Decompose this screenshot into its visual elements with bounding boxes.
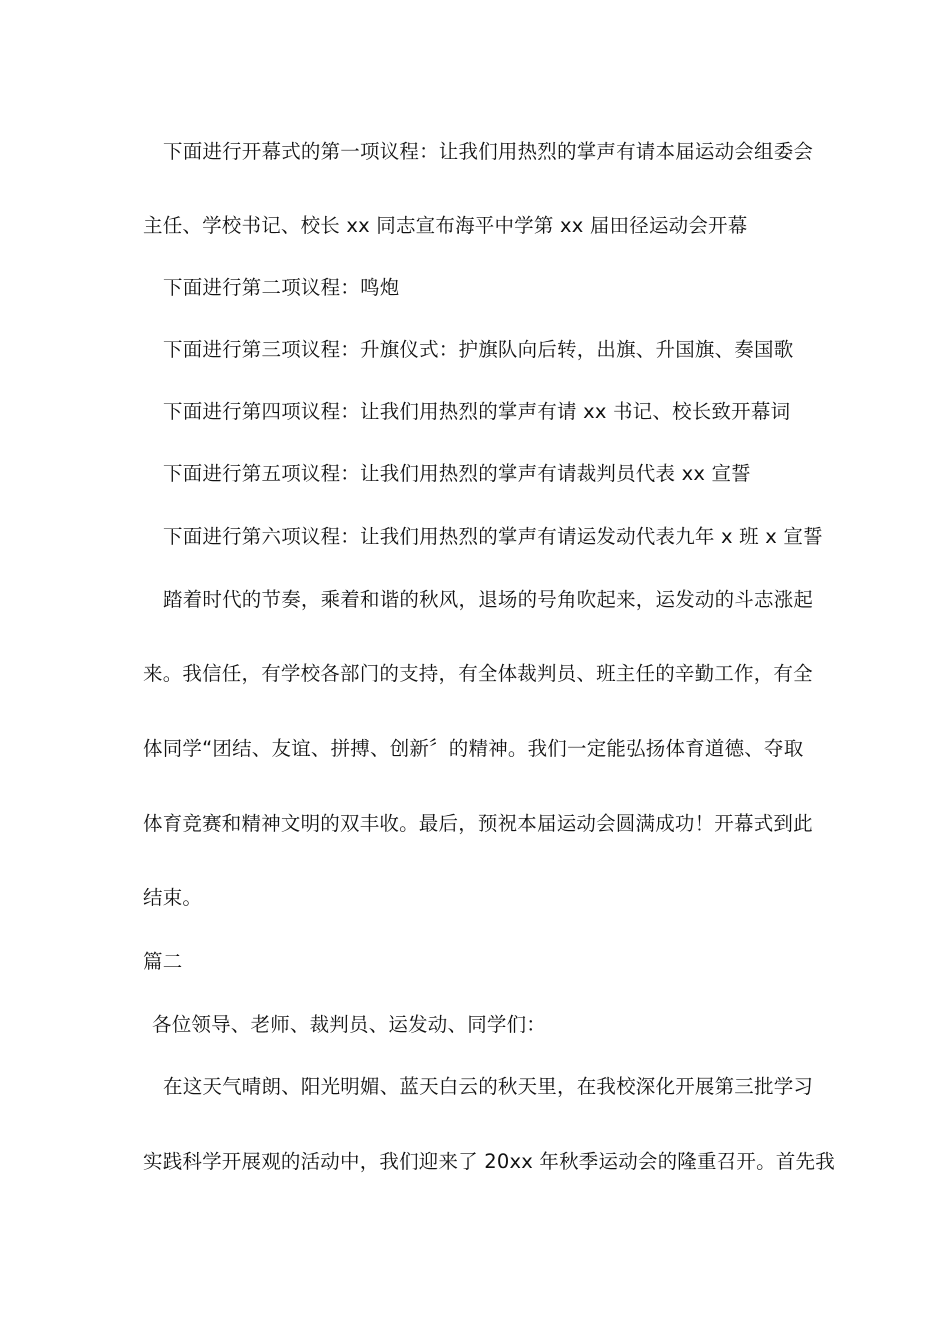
paragraph-line: 下面进行第二项议程：鸣炮	[163, 276, 400, 299]
paragraph-line: 体同学“团结、友谊、拼搏、创新〞的精神。我们一定能弘扬体育道德、夺取	[143, 737, 804, 760]
paragraph-line: 实践科学开展观的活动中，我们迎来了 20xx 年秋季运动会的隆重召开。首先我	[143, 1150, 835, 1173]
paragraph-line: 来。我信任，有学校各部门的支持，有全体裁判员、班主任的辛勤工作，有全	[143, 662, 813, 685]
paragraph-line: 结束。	[143, 886, 203, 909]
paragraph-line: 下面进行第三项议程：升旗仪式：护旗队向后转，出旗、升国旗、奏国歌	[163, 338, 794, 361]
paragraph-line: 下面进行开幕式的第一项议程：让我们用热烈的掌声有请本届运动会组委会	[163, 140, 814, 163]
paragraph-line: 主任、学校书记、校长 xx 同志宣布海平中学第 xx 届田径运动会开幕	[143, 214, 748, 237]
section-heading: 篇二	[143, 950, 183, 973]
salutation-line: 各位领导、老师、裁判员、运发动、同学们：	[152, 1013, 547, 1036]
paragraph-line: 下面进行第六项议程：让我们用热烈的掌声有请运发动代表九年 x 班 x 宣誓	[163, 525, 823, 548]
paragraph-line: 下面进行第五项议程：让我们用热烈的掌声有请裁判员代表 xx 宣誓	[163, 462, 751, 485]
paragraph-line: 下面进行第四项议程：让我们用热烈的掌声有请 xx 书记、校长致开幕词	[163, 400, 791, 423]
paragraph-line: 体育竞赛和精神文明的双丰收。最后，预祝本届运动会圆满成功！开幕式到此	[143, 812, 813, 835]
paragraph-line: 在这天气晴朗、阳光明媚、蓝天白云的秋天里，在我校深化开展第三批学习	[163, 1075, 814, 1098]
paragraph-line: 踏着时代的节奏，乘着和谐的秋风，退场的号角吹起来，运发动的斗志涨起	[163, 588, 814, 611]
